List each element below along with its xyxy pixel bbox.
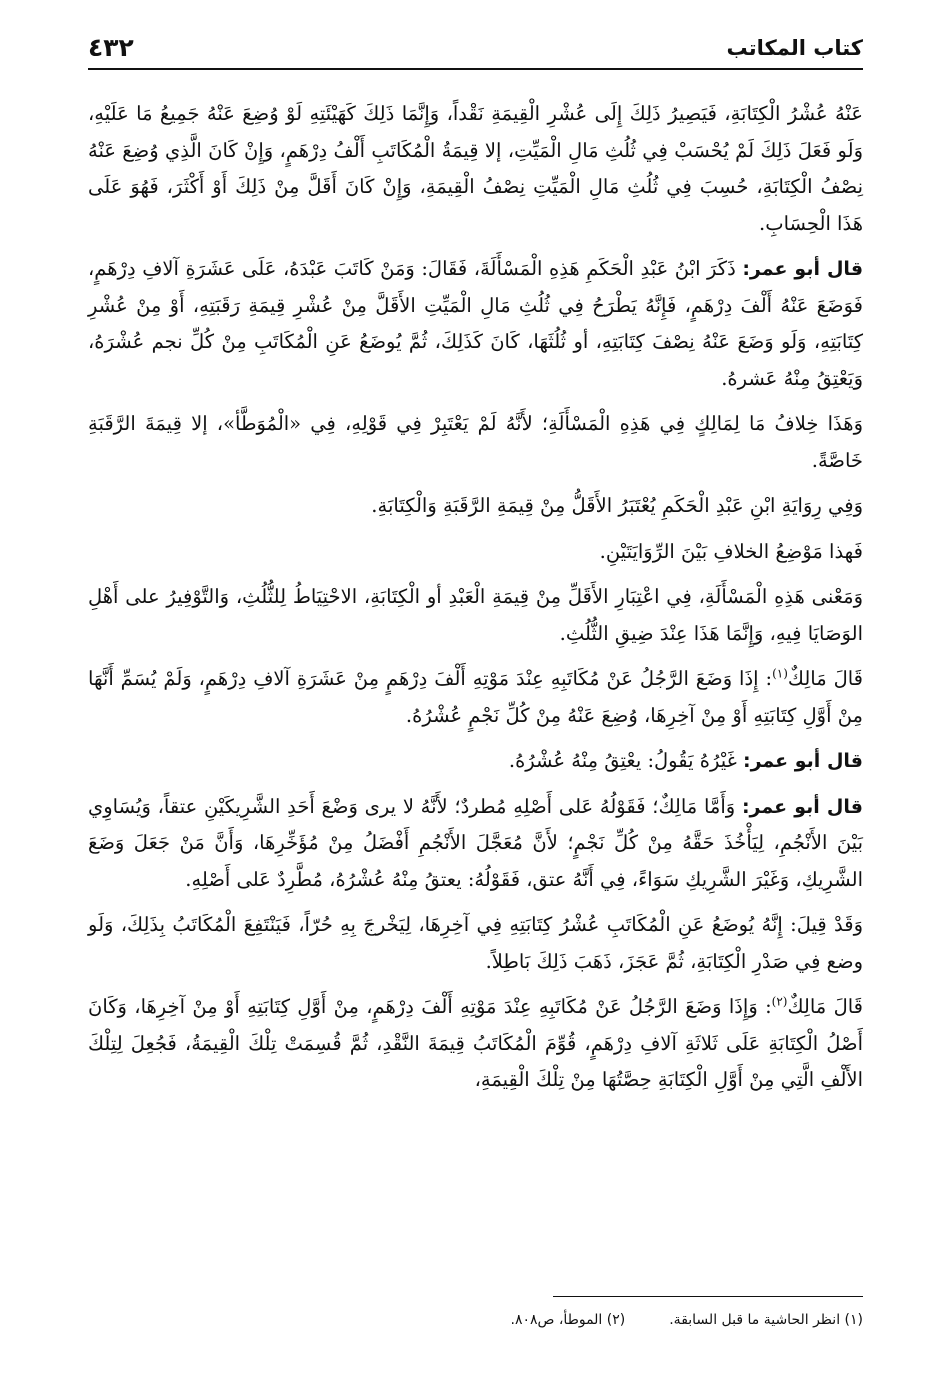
paragraph-3: [88, 406, 863, 479]
paragraph-text: غَيْرُهُ يَقُولُ: يعْتِقُ مِنْهُ عُشْرُهُ.: [508, 749, 737, 772]
paragraph-8: [88, 743, 863, 780]
footnote-rule: [553, 1296, 863, 1297]
paragraph-text: وَقَدْ قِيلَ: إِنَّهُ يُوضَعُ عَنِ الْمُكَاتَبِ عُشْرُ كِتَابَتِهِ فِي آخِرِهَا، لِيَخْرجَ بِهِ حُرّاً، فَيَنْتَفِعَ الْمُكَاتَبُ بِذَلِكَ، وَلَو وضع فِي صَدْرِ الْكِتَابَةِ، ثُمَّ عَجَزَ، ذَهَبَ ذَلِكَ بَاطِلاً.: [88, 913, 863, 973]
paragraph-text-after: : إِذَا وَضَعَ الرَّجُلُ عَنْ مُكَاتَبِهِ عِنْدَ مَوْتِهِ أَلْفَ دِرْهَمٍ مِنْ عَشَرَةِ آلافِ دِرْهَمٍ، وَلَمْ يُسَمِّ أَنَّهَا مِنْ أَوَّلِ كِتَابَتِهِ أَوْ مِنْ آخِرِهَا، وُضِعَ عَنْهُ مِنْ كُلِّ نَجْمٍ عُشْرُهُ.: [88, 667, 863, 727]
footnote-1: (١) انظر الحاشية ما قبل السابقة.: [669, 1312, 863, 1328]
book-page: [88, 30, 863, 1360]
paragraph-2: [88, 251, 863, 397]
paragraph-6: [88, 579, 863, 652]
paragraph-text: وَأَمَّا مَالِكٌ؛ فَقَوْلُهُ عَلى أَصْلِهِ مُطردٌ؛ لأَنَّهُ لا يرى وَضْعَ أَحَدِ الشَّرِيكَيْنِ عتقاً، وَيُسَاوِي بَيْنَ الأَنْجُمِ، لِيَأْخُذَ حَقَّهُ مِنْ كُلِّ نَجْمٍ؛ لأَنَّ مُعَجَّلَ الأَنْجُمِ أَفْضَلُ مِنْ مُؤَخِّرِهَا، وَأَنَّ مَنْ جَعَلَ وَضَعَ الشَّرِيكِ، وَغَيْرَ الشَّرِيكِ سَوَاءً، فِي أَنَّهُ عتق، فَقَوْلُهُ: يعتقُ مِنْهُ عُشْرُهُ، مُطَّرِدٌ عَلى أَصْلِهِ.: [88, 794, 863, 891]
speaker-label: قال أبو عمر:: [743, 750, 863, 772]
paragraph-text: فَهذا مَوْضِعُ الخلافِ بَيْنَ الرِّوَايَتَيْنِ.: [599, 539, 863, 563]
footnote-2: (٢) الموطأ، ص٨٠٨.: [510, 1312, 626, 1328]
paragraph-text: قَالَ مَالِكٌ: [787, 667, 863, 690]
footnote-marker: (١): [772, 666, 788, 681]
footnote-marker: (٢): [771, 994, 788, 1009]
page-header: [88, 30, 863, 66]
paragraph-5: [88, 534, 863, 571]
paragraph-9: [88, 789, 863, 899]
paragraph-11: [88, 989, 863, 1099]
paragraph-text: وَفِي رِوَايَةِ ابْنِ عَبْدِ الْحَكَمِ يُعْتَبَرُ الأَقَلُّ مِنْ قِيمَةِ الرَّقَبَةِ وَالْكِتَابَةِ.: [371, 494, 863, 517]
speaker-label: قال أبو عمر:: [741, 795, 863, 818]
paragraph-text-after: : وَإِذَا وَضَعَ الرَّجُلُ عَنْ مُكَاتَبِهِ عِنْدَ مَوْتِهِ أَلْفَ دِرْهَمٍ، مِنْ أَوَّلِ كِتَابَتِهِ أَوْ مِنْ آخِرِهَا، وَكَانَ أَصْلُ الْكِتَابَةِ عَلَى ثَلاثَةِ آلافِ دِرْهَمٍ، قُوِّمَ الْمُكَاتَبُ قِيمَةَ النَّقْدِ، ثُمَّ قُسِمَتْ تِلْكَ الْقِيمَةُ، فَجُعِلَ لِتِلْكَ الأَلْفِ الَّتِي مِنْ أَوَّلِ الْكِتَابَةِ حِصَّتُهَا مِنْ تِلْكَ الْقِيمَةِ،: [88, 995, 863, 1091]
book-title: كتاب المكاتب: [726, 36, 863, 60]
paragraph-text: عَنْهُ عُشْرُ الْكِتَابَةِ، فَيَصِيرُ ذَلِكَ إِلَى عُشْرِ الْقِيمَةِ نَقْداً، وَإِنَّمَا ذَلِكَ كَهَيْئَتِهِ لَوْ وُضِعَ عَنْهُ جَمِيعُ مَا عَلَيْهِ، وَلَو فَعَلَ ذَلِكَ لَمْ يُحْسَبْ فِي ثُلُثِ مَالِ الْمَيِّتِ، إلا قِيمَةُ الْمُكَاتَبِ أَلْفُ دِرْهَمٍ، وَإِنْ كَانَ الَّذِي وُضِعَ عَنْهُ نِصْفُ الْكِتَابَةِ، حُسِبَ فِي ثُلُثِ مَالِ الْمَيِّتِ نِصْفُ الْقِيمَةِ، وَإِنْ كَانَ أَقَلَّ مِنْ ذَلِكَ أَوْ أَكْثَرَ، فَهُوَ عَلَى هَذَا الْحِسَابِ.: [88, 102, 863, 235]
paragraph-text: وَهَذَا خِلافُ مَا لِمَالِكٍ فِي هَذِهِ الْمَسْأَلَةِ؛ لأَنَّهُ لَمْ يَعْتَبِرْ فِي قَوْلِهِ، فِي «الْمُوَطَّأ»، إلا قِيمَةَ الرَّقَبَةِ خَاصَّةً.: [88, 412, 863, 472]
paragraph-10: [88, 907, 863, 980]
speaker-label: قال أبو عمر:: [742, 258, 864, 280]
paragraph-text: قَالَ مَالِكٌ: [787, 995, 863, 1018]
main-text: [88, 96, 863, 1108]
footnotes: [88, 1306, 863, 1334]
paragraph-text: ذَكَرَ ابْنُ عَبْدِ الْحَكَمِ هَذِهِ الْمَسْأَلَةَ، فَقَالَ: وَمَنْ كَاتَبَ عَبْدَهُ، عَلَى عَشَرَةِ آلافِ دِرْهَمٍ، فَوَضَعَ عَنْهُ أَلْفَ دِرْهَمٍ، فَإِنَّهُ يَطْرَحُ فِي ثُلُثِ مَالِ الْمَيِّتِ الأَقَلَّ مِنْ عُشْرِ قِيمَةِ رَقَبَتِهِ، أَوْ مِنْ عُشْرِ كِتَابَتِهِ، وَلَو وَضَعَ عَنْهُ نِصْفَ كِتَابَتِهِ، أو ثُلُثَهَا، كَانَ كَذَلِكَ، ثُمَّ يُوضَعُ عَنِ الْمُكَاتَبِ مِنْ كُلِّ نجم عُشْرَهُ، وَيَعْتِقُ مِنْهُ عَشرهُ.: [88, 257, 863, 390]
page-number: ٤٣٢: [88, 33, 134, 62]
paragraph-7: [88, 661, 863, 734]
paragraph-1: [88, 96, 863, 242]
paragraph-4: [88, 488, 863, 525]
header-rule: [88, 68, 863, 70]
paragraph-text: وَمَعْنى هَذِهِ الْمَسْأَلَةِ، فِي اعْتِبَارِ الأَقَلِّ مِنْ قِيمَةِ الْعَبْدِ أو الْكِتَابَةِ، الاحْتِيَاطُ لِلثُّلُثِ، وَالتَّوْفِيرُ على أَهْلِ الوَصَايَا فِيهِ، وَإِنَّمَا هَذَا عِنْدَ ضِيقِ الثُّلُثِ.: [88, 585, 863, 645]
